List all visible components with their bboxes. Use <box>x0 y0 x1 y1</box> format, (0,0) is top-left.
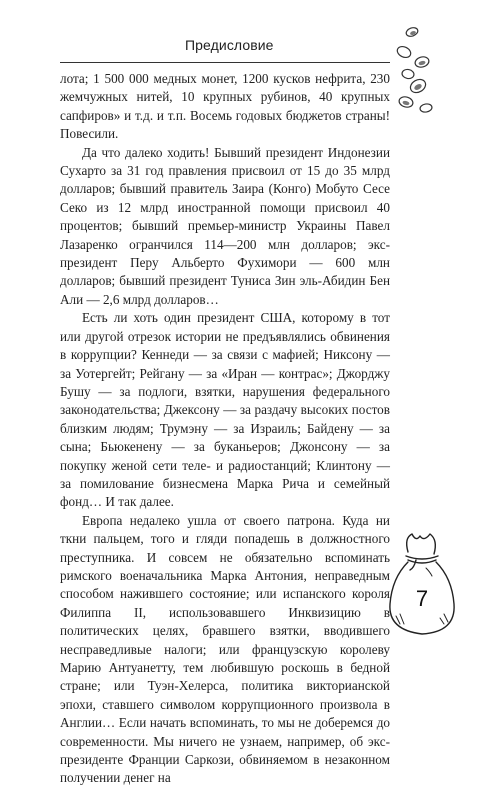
body-text <box>60 70 390 788</box>
money-bag-icon <box>386 530 458 638</box>
paragraph-2: Да что далеко ходить! Бывший президент Индонезии Сухарто за 31 год правления присвоил от 15 до 35 млрд долларов; бывший правитель Заира (Конго) Мобуто Сесе Секо из 12 млрд иностранной помощи присвоил 40 процентов; бывший премьер-министр Украины Павел Лазаренко огранчился 114—200 млн долларов; экс-президент Перу Альберто Фухимори — 600 млн долларов; бывший президент Туниса Зин эль-Абидин Бен Али — 2,6 млрд долларов… <box>60 144 390 307</box>
header-divider <box>60 62 390 63</box>
paragraph-3: Есть ли хоть один президент США, которому в тот или другой отрезок истории не предъявлялись обвинения в коррупции? Кеннеди — за связи с мафией; Никсону — за Уотергейт; Рейгану — за «Иран — контрас»; Джорджу Бушу — за подлоги, взятки, нарушения федерального законодательства; Джексону — за раздачу высоких постов близким людям; Трумэну — за Израиль; Байдену — за сына; Бьюкенену — за буканьеров; Джонсону — за покупку женой сети теле- и радиостанций; Клинтону — за помилование бизнесмена Марка Рича и семейный фонд… И так далее. <box>60 310 390 510</box>
paragraph-1: лота; 1 500 000 медных монет, 1200 кусков нефрита, 230 жемчужных нитей, 10 крупных рубинов, 40 крупных сапфиров» и т.д. и т.п. Восемь годовых бюджетов страны! Повесили. <box>60 71 390 142</box>
page-title: Предисловие <box>185 37 274 53</box>
paragraph-4: Европа недалеко ушла от своего патрона. Куда ни ткни пальцем, того и гляди попадешь в должностного преступника. И совсем не обязательно вспоминать римского военачальника Марка Антония, неправедным способом нажившего состояние; или испанского короля Филиппа II, использовавшего Инквизицию в политических целях, бравшего взятки, вводившего несправедливые налоги; или французскую королеву Марию Антуанетту, тем любившую роскошь в бедной стране; или Туэн-Хелерса, политика викторианской эпохи, ставшего символом коррупционного произвола в Англии… Если начать вспоминать, то мы не доберемся до современности. Мы ничего не узнаем, например, об экс-президенте Франции Саркози, обвиняемом в незаконном получении денег на <box>60 512 390 786</box>
falling-coins-icon <box>392 22 440 117</box>
page-number: 7 <box>415 586 429 611</box>
